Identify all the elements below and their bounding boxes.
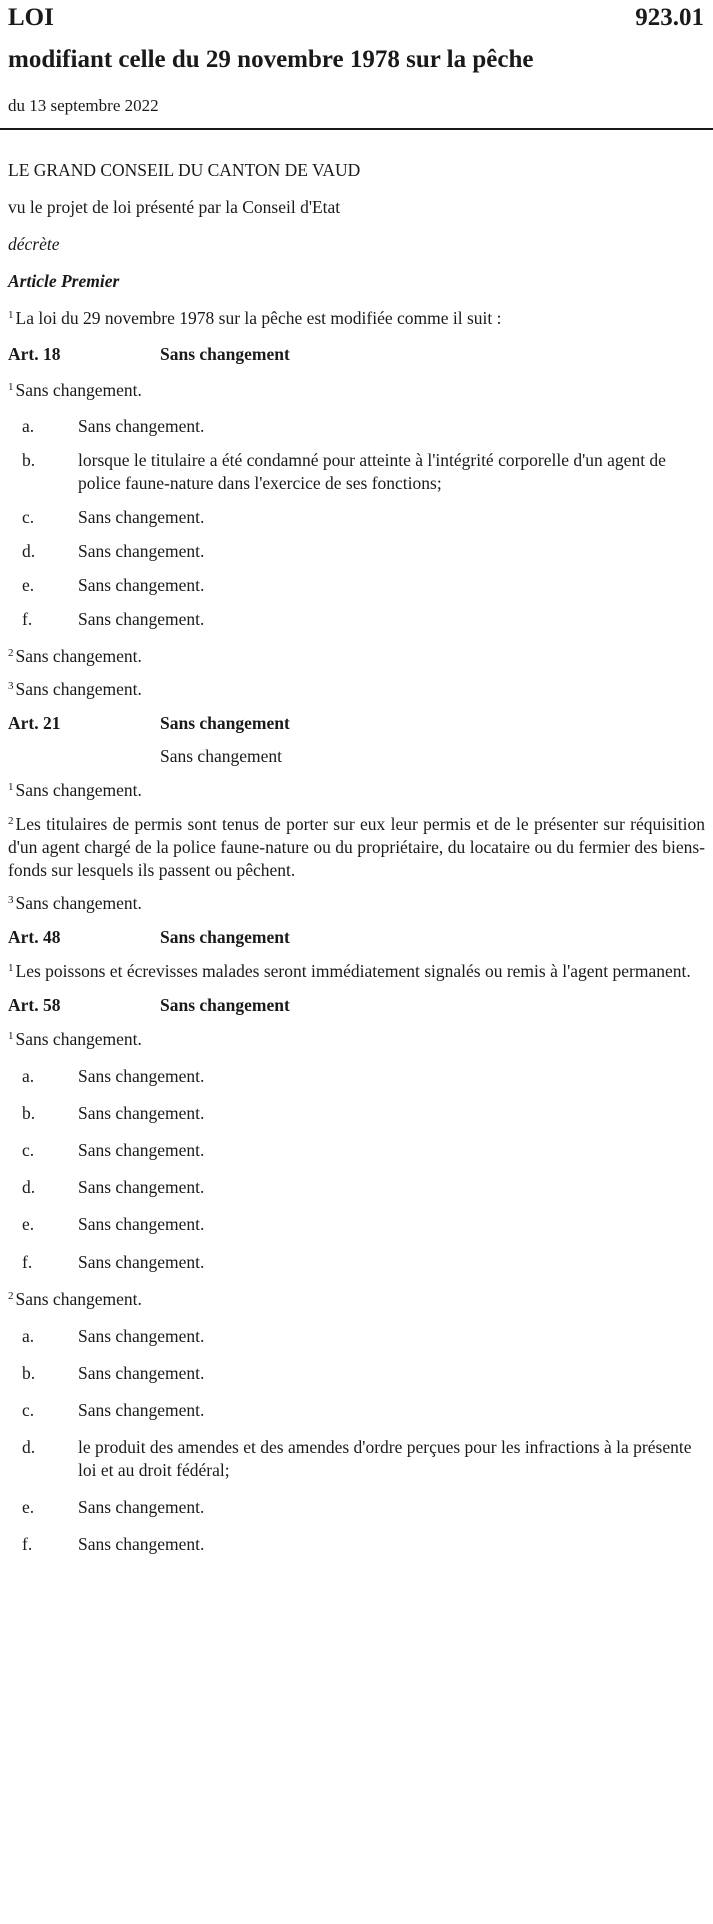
article-21-heading: [8, 713, 705, 734]
list-text: Sans changement.: [78, 1251, 205, 1272]
doc-title: modifiant celle du 29 novembre 1978 sur la pêche: [8, 46, 534, 73]
alinea-number: 1: [8, 1029, 14, 1042]
list-letter: f.: [22, 1251, 33, 1272]
list-text: Sans changement.: [78, 1103, 205, 1124]
list-letter: c.: [22, 1140, 35, 1161]
list-text: Sans changement.: [78, 609, 205, 630]
list-letter: b.: [22, 449, 36, 470]
alinea-text: Sans changement.: [15, 380, 142, 401]
doc-number: 923.01: [635, 4, 704, 31]
alinea-text: Sans changement.: [15, 780, 142, 801]
alinea-text: Sans changement.: [15, 1288, 142, 1309]
alinea-number: 1: [8, 961, 14, 974]
alinea-text: Les poissons et écrevisses malades seront immédiatement signalés ou remis à l'agent permanent.: [15, 960, 691, 981]
list-item: [8, 415, 705, 438]
considering: vu le projet de loi présenté par la Conseil d'Etat: [8, 197, 341, 218]
alinea-number: 2: [8, 814, 14, 827]
alinea-number: 1: [8, 781, 14, 794]
list-item: [8, 540, 705, 563]
alinea: [8, 678, 705, 701]
article-premier: Article Premier: [8, 271, 120, 292]
alinea-text: Sans changement.: [15, 646, 142, 667]
alinea-number: 3: [8, 680, 14, 693]
list-text: Sans changement.: [78, 575, 205, 596]
list-text: Sans changement.: [78, 506, 205, 527]
alinea-text: Sans changement.: [15, 892, 142, 913]
article-title: Sans changement: [160, 994, 290, 1015]
intro-paragraph: [8, 307, 705, 330]
list-item: [8, 1176, 705, 1199]
list-letter: e.: [22, 1497, 35, 1518]
list-item: [8, 1325, 705, 1348]
article-number: Art. 21: [8, 713, 61, 734]
list-text: Sans changement.: [78, 1214, 205, 1235]
list-letter: e.: [22, 1214, 35, 1235]
list-letter: f.: [22, 609, 33, 630]
list-text: Sans changement.: [78, 1325, 205, 1346]
list-item: [8, 608, 705, 631]
list-item: [8, 506, 705, 529]
article-title: Sans changement: [160, 713, 290, 734]
list-item: [8, 1139, 705, 1162]
list-text: Sans changement.: [78, 540, 205, 561]
intro-text: La loi du 29 novembre 1978 sur la pêche est modifiée comme il suit :: [15, 308, 502, 329]
list-letter: b.: [22, 1362, 36, 1383]
alinea-number: 1: [8, 381, 14, 394]
list-text: Sans changement.: [78, 1534, 205, 1555]
article-number: Art. 58: [8, 994, 61, 1015]
article-title: Sans changement: [160, 344, 290, 365]
list-item: [8, 1065, 705, 1088]
alinea: [8, 1288, 705, 1311]
article-title: Sans changement: [160, 926, 290, 947]
alinea-number: 1: [8, 309, 14, 322]
alinea: [8, 892, 705, 915]
alinea: [8, 1028, 705, 1051]
alinea: [8, 813, 705, 882]
list-item: [8, 1399, 705, 1422]
document-header: [8, 0, 705, 32]
article-58-heading: [8, 995, 705, 1016]
list-text: Sans changement.: [78, 1362, 205, 1383]
list-text: Sans changement.: [78, 1066, 205, 1087]
list-item: [8, 1496, 705, 1519]
list-text: lorsque le titulaire a été condamné pour atteinte à l'intégrité corporelle d'un agent de police faune-nature dans l'exercice de ses fonctions;: [78, 449, 666, 493]
list-item: [8, 1102, 705, 1125]
list-text: le produit des amendes et des amendes d'ordre perçues pour les infractions à la présente loi et au droit fédéral;: [78, 1437, 692, 1481]
list-item: [8, 1251, 705, 1274]
alinea: [8, 645, 705, 668]
list-letter: a.: [22, 1066, 35, 1087]
list-item: [8, 1362, 705, 1385]
alinea-text: Sans changement.: [15, 1028, 142, 1049]
header-rule: [0, 128, 713, 130]
alinea-number: 2: [8, 1289, 14, 1302]
article-number: Art. 18: [8, 344, 61, 365]
list-letter: a.: [22, 1325, 35, 1346]
alinea: [8, 779, 705, 802]
authority: LE GRAND CONSEIL DU CANTON DE VAUD: [8, 160, 361, 180]
list-letter: b.: [22, 1103, 36, 1124]
article-18-heading: [8, 344, 705, 365]
list-item: [8, 1213, 705, 1236]
list-letter: e.: [22, 575, 35, 596]
list-letter: c.: [22, 1399, 35, 1420]
list-text: Sans changement.: [78, 1497, 205, 1518]
list-letter: d.: [22, 1177, 36, 1198]
decree: décrète: [8, 234, 60, 255]
list-item: [8, 1436, 705, 1482]
article-subtitle: Sans changement: [160, 746, 282, 767]
list-letter: a.: [22, 415, 35, 436]
list-text: Sans changement.: [78, 1399, 205, 1420]
list-letter: d.: [22, 540, 36, 561]
list-item: [8, 1533, 705, 1556]
list-item: [8, 574, 705, 597]
list-text: Sans changement.: [78, 1140, 205, 1161]
list-text: Sans changement.: [78, 1177, 205, 1198]
list-letter: d.: [22, 1437, 36, 1457]
alinea-number: 2: [8, 647, 14, 660]
alinea-text: Les titulaires de permis sont tenus de porter sur eux leur permis et de le présenter sur réquisition d'un agent chargé de la police faune-nature ou du propriétaire, du locataire ou du fermier des biens-fonds sur lesquels ils passent ou pêchent.: [8, 813, 705, 880]
article-48-heading: [8, 927, 705, 948]
alinea: [8, 379, 705, 402]
list-item: [8, 449, 705, 495]
doc-date: du 13 septembre 2022: [8, 96, 159, 115]
article-number: Art. 48: [8, 926, 61, 947]
alinea-number: 3: [8, 893, 14, 906]
list-letter: f.: [22, 1534, 33, 1555]
alinea: [8, 960, 705, 983]
alinea-text: Sans changement.: [15, 679, 142, 700]
list-text: Sans changement.: [78, 415, 205, 436]
doc-type: LOI: [8, 4, 54, 31]
list-letter: c.: [22, 506, 35, 527]
